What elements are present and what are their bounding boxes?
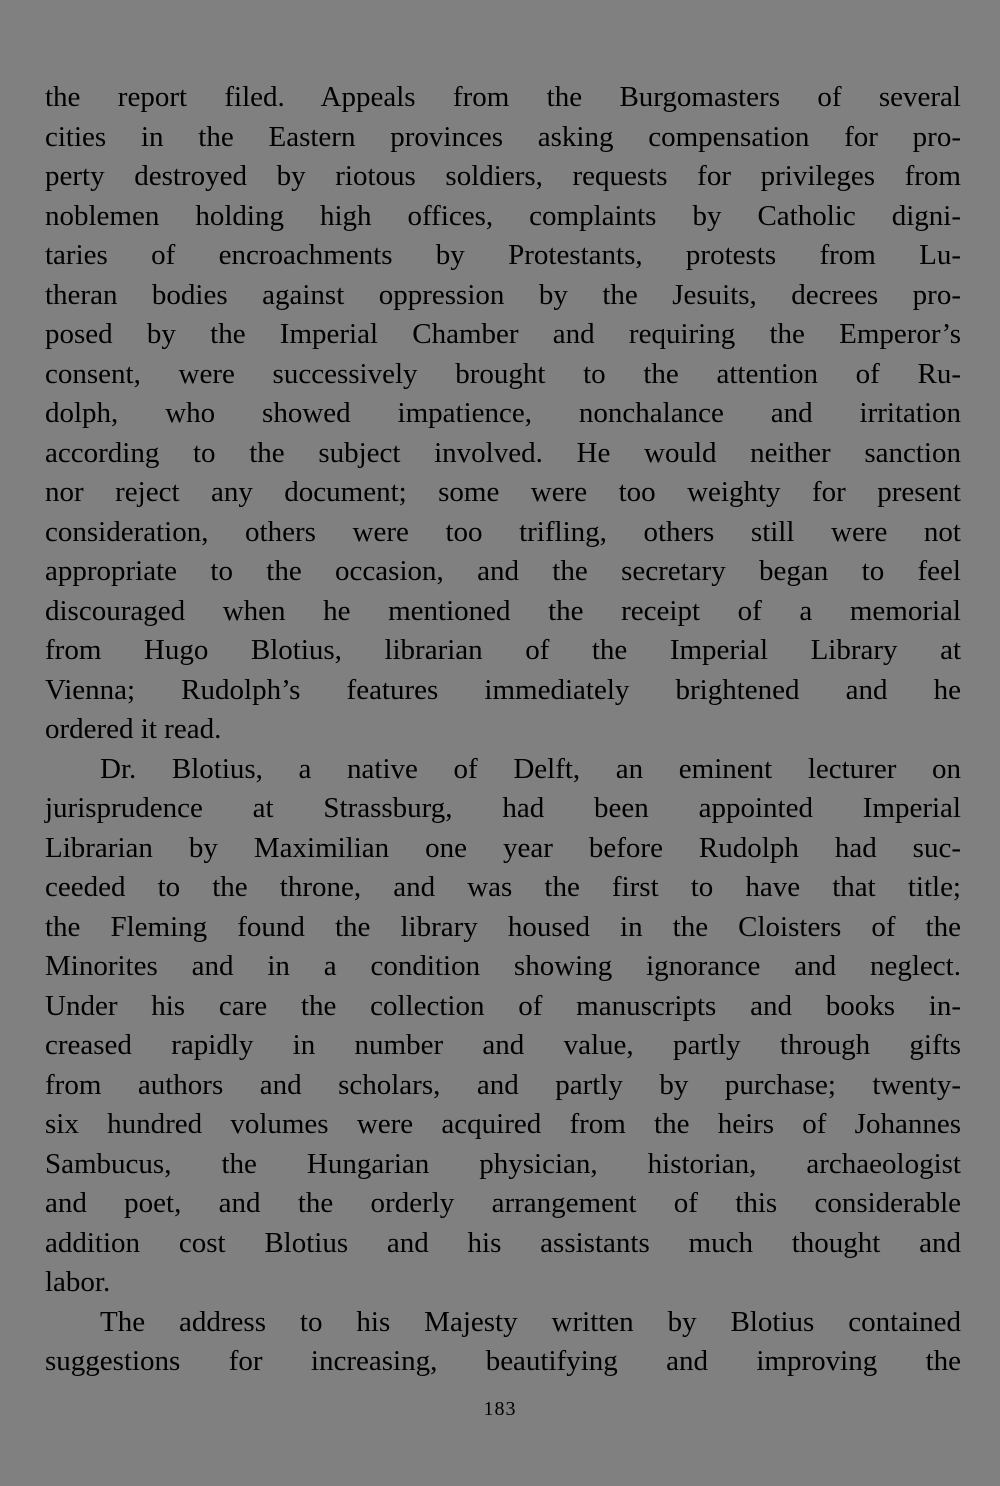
text-line: from authors and scholars, and partly by purchase; twenty-: [45, 1068, 961, 1101]
text-line: cities in the Eastern provinces asking compensation for pro-: [45, 120, 961, 153]
text-line: Under his care the collection of manuscripts and books in-: [45, 989, 961, 1022]
text-line: consideration, others were too trifling, others still were not: [45, 515, 961, 548]
text-line: Minorites and in a condition showing ignorance and neglect.: [45, 950, 961, 982]
paragraph: [45, 1303, 961, 1382]
text-line: discouraged when he mentioned the receipt of a memorial: [45, 594, 961, 627]
text-line: creased rapidly in number and value, partly through gifts: [45, 1029, 961, 1061]
text-line: Dr. Blotius, a native of Delft, an eminent lecturer on: [100, 752, 961, 785]
text-line: consent, were successively brought to the attention of Ru-: [45, 357, 961, 390]
page-body-text: [45, 78, 961, 1382]
text-line: dolph, who showed impatience, nonchalance and irritation: [45, 397, 961, 429]
page-number: 183: [483, 1398, 517, 1420]
text-line: the report filed. Appeals from the Burgomasters of several: [45, 81, 961, 113]
text-line: Sambucus, the Hungarian physician, historian, archaeologist: [45, 1147, 961, 1180]
text-line: The address to his Majesty written by Blotius contained: [100, 1305, 961, 1338]
text-line: according to the subject involved. He would neither sanction: [45, 436, 961, 469]
paragraph: [45, 750, 961, 1303]
text-line: the Fleming found the library housed in the Cloisters of the: [45, 910, 961, 943]
text-line: Vienna; Rudolph’s features immediately brightened and he: [45, 673, 961, 706]
text-line: nor reject any document; some were too weighty for present: [45, 476, 961, 508]
text-line: jurisprudence at Strassburg, had been appointed Imperial: [45, 792, 961, 824]
text-line: perty destroyed by riotous soldiers, requests for privileges from: [45, 160, 961, 192]
text-line: posed by the Imperial Chamber and requiring the Emperor’s: [45, 318, 961, 350]
text-line: appropriate to the occasion, and the secretary began to feel: [45, 555, 961, 587]
text-line: from Hugo Blotius, librarian of the Imperial Library at: [45, 634, 961, 666]
text-line: theran bodies against oppression by the Jesuits, decrees pro-: [45, 278, 961, 311]
text-line: and poet, and the orderly arrangement of this considerable: [45, 1187, 961, 1219]
text-line: addition cost Blotius and his assistants much thought and: [45, 1226, 961, 1259]
text-line: labor.: [45, 1266, 111, 1298]
text-line: six hundred volumes were acquired from the heirs of Johannes: [45, 1108, 961, 1140]
text-line: taries of encroachments by Protestants, protests from Lu-: [45, 239, 961, 271]
text-line: Librarian by Maximilian one year before Rudolph had suc-: [45, 831, 961, 864]
text-line: noblemen holding high offices, complaints by Catholic digni-: [45, 199, 961, 232]
paragraph: [45, 78, 961, 750]
text-line: ordered it read.: [45, 713, 222, 745]
text-line: ceeded to the throne, and was the first to have that title;: [45, 871, 961, 903]
text-line: suggestions for increasing, beautifying and improving the: [45, 1345, 961, 1377]
